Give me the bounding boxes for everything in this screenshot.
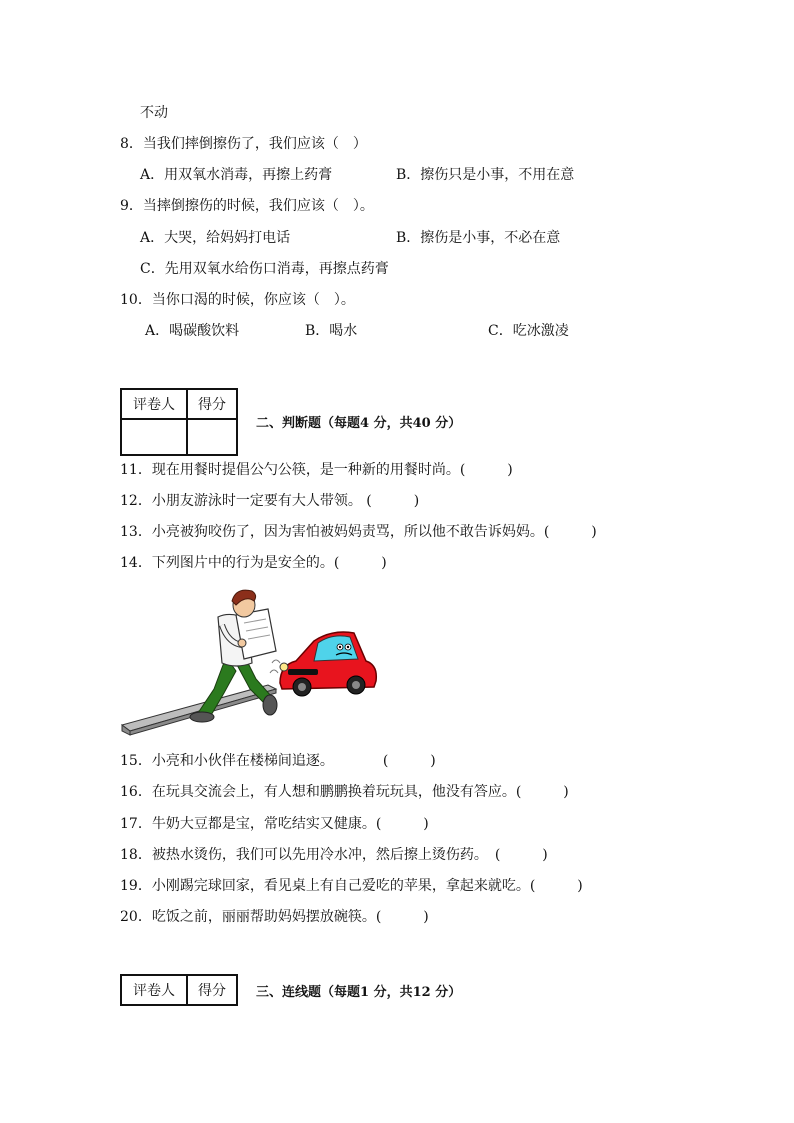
score-label: 得分 bbox=[187, 975, 237, 1005]
q10-option-b: B．喝水 bbox=[305, 323, 358, 339]
question-9: 9．当摔倒擦伤的时候，我们应该（ ）。 bbox=[120, 198, 374, 214]
q9-option-a: A．大哭，给妈妈打电话 bbox=[140, 230, 291, 246]
question-19: 19．小刚踢完球回家，看见桌上有自己爱吃的苹果，拿起来就吃。( ) bbox=[120, 878, 583, 894]
question-17: 17．牛奶大豆都是宝，常吃结实又健康。( ) bbox=[120, 816, 429, 832]
q9-option-b: B．擦伤是小事，不必在意 bbox=[396, 230, 561, 246]
question-8: 8．当我们摔倒擦伤了，我们应该（ ） bbox=[120, 136, 367, 152]
score-cell bbox=[187, 419, 237, 455]
question-18: 18．被热水烫伤，我们可以先用冷水冲，然后擦上烫伤药。 ( ) bbox=[120, 847, 548, 863]
question-13: 13．小亮被狗咬伤了，因为害怕被妈妈责骂，所以他不敢告诉妈妈。( ) bbox=[120, 524, 597, 540]
illustration-man-reading-near-car bbox=[118, 585, 388, 737]
question-12: 12．小朋友游泳时一定要有大人带领。 ( ) bbox=[120, 493, 420, 509]
section-2-title: 二、判断题（每题4 分，共40 分） bbox=[256, 416, 462, 431]
q10-option-a: A．喝碳酸饮料 bbox=[145, 323, 240, 339]
continued-text: 不动 bbox=[140, 105, 168, 121]
question-14: 14．下列图片中的行为是安全的。( ) bbox=[120, 555, 387, 571]
q8-option-b: B．擦伤只是小事，不用在意 bbox=[396, 167, 575, 183]
reviewer-cell bbox=[121, 419, 187, 455]
question-11: 11．现在用餐时提倡公勺公筷，是一种新的用餐时尚。( ) bbox=[120, 462, 513, 478]
question-10: 10．当你口渴的时候，你应该（ ）。 bbox=[120, 292, 355, 308]
reviewer-label: 评卷人 bbox=[121, 975, 187, 1005]
score-table-section-3 bbox=[120, 974, 238, 1006]
q10-option-c: C．吃冰激凌 bbox=[488, 323, 569, 339]
score-table-section-2 bbox=[120, 388, 238, 456]
question-15: 15．小亮和小伙伴在楼梯间追逐。 ( ) bbox=[120, 753, 436, 769]
question-16: 16．在玩具交流会上，有人想和鹏鹏换着玩玩具，他没有答应。( ) bbox=[120, 784, 569, 800]
q8-option-a: A．用双氧水消毒，再擦上药膏 bbox=[140, 167, 333, 183]
reviewer-label: 评卷人 bbox=[121, 389, 187, 419]
question-20: 20．吃饭之前，丽丽帮助妈妈摆放碗筷。( ) bbox=[120, 909, 429, 925]
q9-option-c: C．先用双氧水给伤口消毒，再擦点药膏 bbox=[140, 261, 389, 277]
section-3-title: 三、连线题（每题1 分，共12 分） bbox=[256, 985, 462, 1000]
score-label: 得分 bbox=[187, 389, 237, 419]
